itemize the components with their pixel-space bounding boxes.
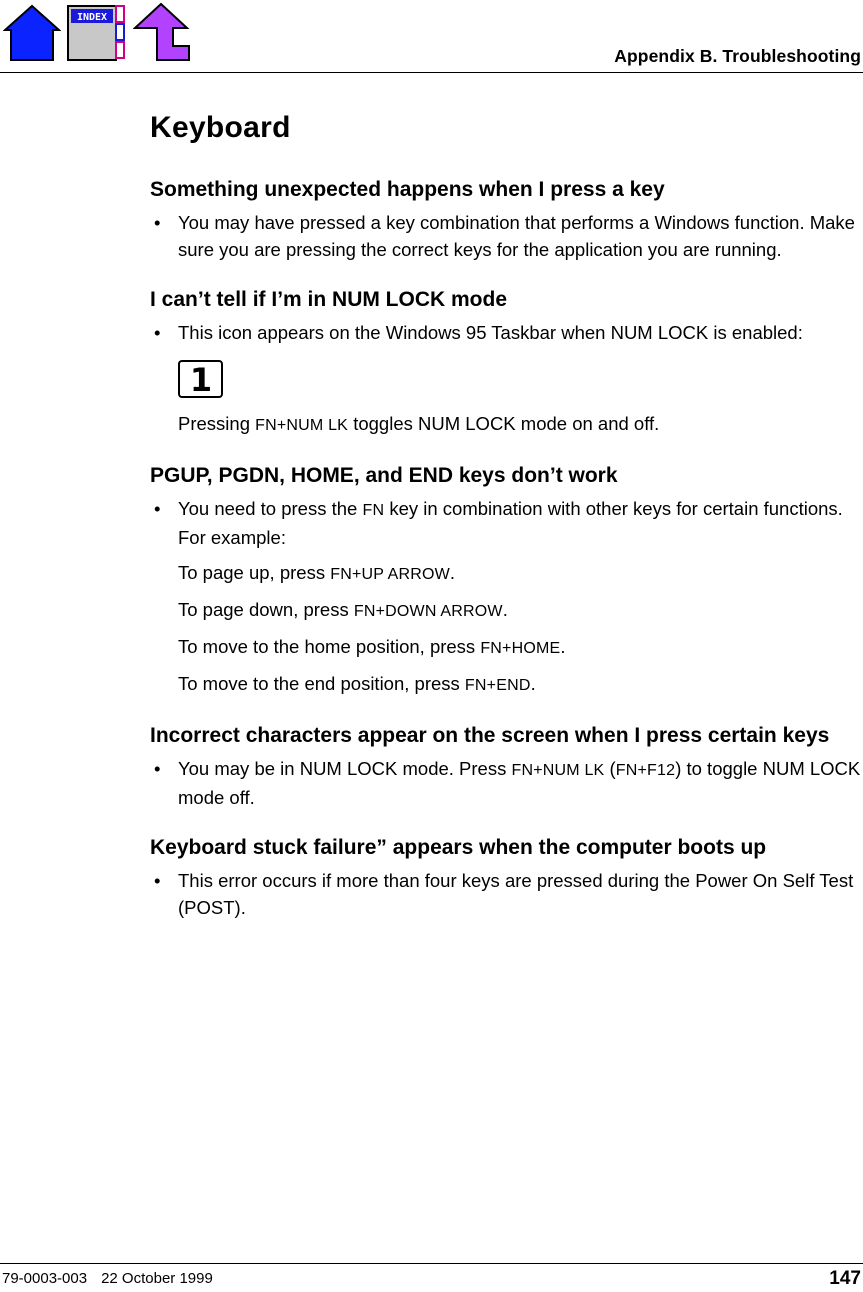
doc-number: 79-0003-003 [2, 1270, 88, 1287]
footer-divider [0, 1263, 863, 1264]
doc-date: 22 October 1999 [101, 1270, 213, 1287]
page-title: Keyboard [150, 111, 291, 144]
page-content [150, 108, 862, 921]
example-text: To move to the end position, press [178, 673, 465, 694]
key-combo: FN [362, 502, 385, 519]
section-heading: Keyboard stuck failure” appears when the computer boots up [150, 836, 767, 859]
example-text: . [560, 636, 566, 657]
example-text: To page down, press [178, 599, 354, 620]
numlock-taskbar-icon [178, 360, 223, 398]
section-heading: Incorrect characters appear on the screen when I press certain keys [150, 724, 830, 747]
section-heading: I can’t tell if I’m in NUM LOCK mode [150, 288, 508, 311]
section-heading: Something unexpected happens when I press a key [150, 178, 665, 201]
nav-toolbar [3, 2, 203, 62]
page-number: 147 [829, 1268, 861, 1289]
example-text: . [530, 673, 536, 694]
bullet-item [150, 495, 862, 551]
bullet-text: You may be in NUM LOCK mode. Press [178, 758, 512, 779]
bullet-item [150, 209, 862, 263]
key-combo: FN+NUM LK [511, 762, 605, 779]
bullet-text: You may have pressed a key combination that performs a Windows function. Make sure you are pressing the correct keys for the application you are running. [178, 212, 855, 260]
section-unexpected-key [150, 174, 862, 263]
section-nav-keys [150, 460, 862, 699]
bullet-item [150, 319, 862, 346]
bullet-text: You need to press the [178, 498, 363, 519]
bullet-text: ) to toggle NUM LOCK mode off. [178, 758, 861, 808]
section-num-lock [150, 284, 862, 439]
up-arrow-icon[interactable] [133, 2, 193, 62]
example-line [150, 596, 862, 625]
example-text: To page up, press [178, 562, 331, 583]
bullet-icon: • [154, 322, 161, 343]
header-divider [0, 72, 863, 73]
example-line [150, 633, 862, 662]
index-icon[interactable] [66, 2, 126, 62]
key-combo: FN+F12 [615, 762, 676, 779]
example-text: To move to the home position, press [178, 636, 481, 657]
bullet-item [150, 755, 862, 811]
bullet-icon: • [154, 870, 161, 891]
bullet-text: This icon appears on the Windows 95 Taskbar when NUM LOCK is enabled: [178, 322, 803, 343]
bullet-text: key in combination with other keys for certain functions. For example: [178, 498, 843, 548]
bullet-item [150, 867, 862, 921]
key-combo: FN+HOME [480, 640, 561, 657]
numlock-icon-label: 1 [189, 361, 213, 398]
running-header: Appendix B. Troubleshooting [614, 46, 861, 66]
key-combo: FN+DOWN ARROW [353, 603, 503, 620]
key-combo: FN+END [464, 677, 531, 694]
index-label: INDEX [76, 12, 108, 23]
example-text: . [502, 599, 508, 620]
key-combo: FN+UP ARROW [330, 566, 450, 583]
note-text: toggles NUM LOCK mode on and off. [348, 413, 660, 434]
section-keyboard-stuck [150, 832, 862, 921]
note-text: Pressing [178, 413, 256, 434]
bullet-icon: • [154, 212, 161, 233]
home-icon[interactable] [3, 4, 61, 62]
section-incorrect-chars [150, 720, 862, 811]
numlock-note [150, 410, 862, 439]
footer-doc-info [2, 1270, 213, 1287]
bullet-text: This error occurs if more than four keys are pressed during the Power On Self Test (POST). [178, 870, 854, 918]
bullet-icon: • [154, 758, 161, 779]
bullet-text: ( [604, 758, 616, 779]
key-combo: FN+NUM LK [255, 417, 349, 434]
example-text: . [449, 562, 456, 583]
example-line [150, 670, 862, 699]
section-heading: PGUP, PGDN, HOME, and END keys don’t work [150, 464, 618, 487]
example-line [150, 559, 862, 588]
bullet-icon: • [154, 498, 161, 519]
